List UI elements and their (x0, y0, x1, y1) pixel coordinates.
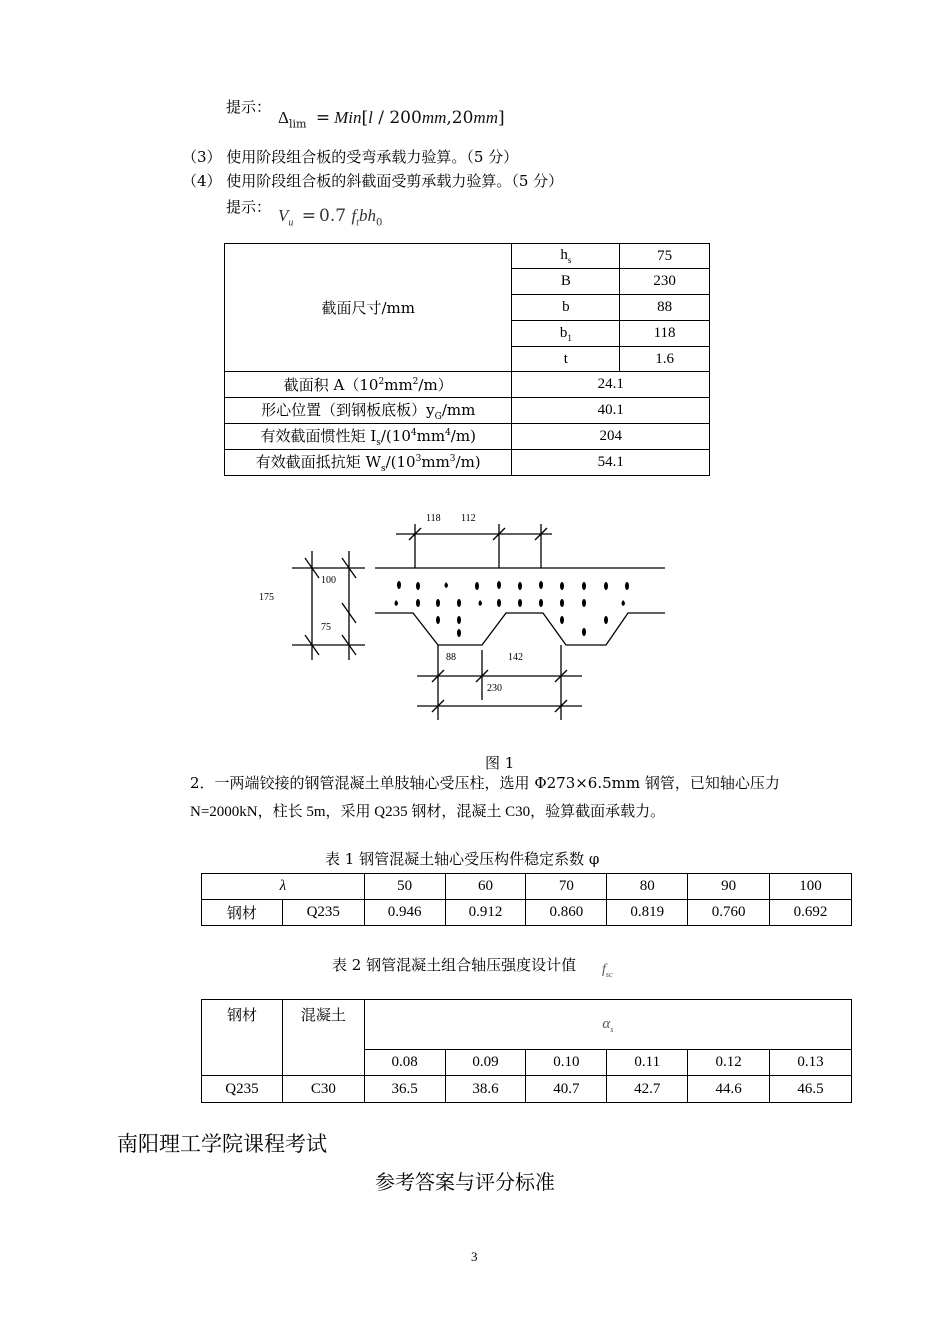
answer-title: 参考答案与评分标准 (375, 1170, 555, 1194)
dim-label-88: 88 (446, 652, 456, 663)
dim-label-118: 118 (426, 513, 441, 524)
dim-value: 230 (620, 269, 710, 295)
dim-label-142: 142 (508, 652, 523, 663)
school-title: 南阳理工学院课程考试 (117, 1132, 327, 1156)
dim-name: $h_s$ (512, 244, 620, 269)
prop-value: 204 (512, 424, 710, 450)
alpha-value: 0.09 (445, 1050, 526, 1076)
dim-value: 75 (620, 244, 710, 269)
section-dim-label: 截面尺寸/mm (225, 244, 512, 372)
dim-value: 88 (620, 295, 710, 321)
alpha-value: 0.11 (607, 1050, 688, 1076)
fsc-value: 38.6 (445, 1076, 526, 1103)
dim-label-100: 100 (321, 575, 336, 586)
lambda-value: 70 (526, 874, 607, 900)
hint-label-1: 提示： (226, 98, 272, 116)
stability-coefficient-table (201, 873, 852, 926)
dim-name: b (512, 295, 620, 321)
table-2-caption-symbol: $f_{sc}$ (602, 962, 613, 979)
dim-value: 118 (620, 321, 710, 347)
table-1-caption: 表 1 钢管混凝土轴心受压构件稳定系数 φ (325, 850, 600, 868)
prop-label: 有效截面惯性矩 $I_s/(10^4mm^4/m)$ (225, 424, 512, 450)
lambda-value: 80 (607, 874, 688, 900)
dim-name: B (512, 269, 620, 295)
fsc-value: 46.5 (770, 1076, 852, 1103)
lambda-value: 50 (364, 874, 445, 900)
dim-label-75: 75 (321, 622, 331, 633)
section-properties-table (224, 243, 710, 476)
problem-2-line-1: 2．一两端铰接的钢管混凝土单肢轴心受压柱，选用 Φ273×6.5mm 钢管，已知轴心压力 (190, 774, 780, 792)
dim-label-230: 230 (487, 683, 502, 694)
problem-2-line-2: N=2000kN，柱长 5m，采用 Q235 钢材，混凝土 C30，验算截面承载力。 (190, 804, 666, 820)
fsc-value: 44.6 (688, 1076, 770, 1103)
dim-name: t (512, 347, 620, 372)
dim-label-112: 112 (461, 513, 476, 524)
lambda-header: λ (202, 874, 365, 900)
prop-label: 有效截面抵抗矩 $W_s/(10^3mm^3/m)$ (225, 450, 512, 476)
formula-deflection-limit: $\Delta_{lim} = Min[l / 200mm,20mm]$ (278, 108, 505, 131)
page-number: 3 (471, 1249, 478, 1264)
figure-caption: 图 1 (485, 754, 515, 772)
formula-shear: $V_u = 0.7$ $f_tbh_0$ (278, 206, 383, 229)
steel-grade: Q235 (202, 1076, 283, 1103)
fsc-value: 36.5 (364, 1076, 445, 1103)
dim-value: 1.6 (620, 347, 710, 372)
fsc-value: 40.7 (526, 1076, 607, 1103)
alpha-value: 0.12 (688, 1050, 770, 1076)
row-label-steel: 钢材 (202, 900, 283, 926)
col-header-steel: 钢材 (202, 1000, 283, 1076)
phi-value: 0.912 (445, 900, 526, 926)
lambda-value: 90 (688, 874, 770, 900)
col-header-concrete: 混凝土 (282, 1000, 364, 1076)
alpha-value: 0.10 (526, 1050, 607, 1076)
phi-value: 0.692 (770, 900, 852, 926)
fsc-value: 42.7 (607, 1076, 688, 1103)
composite-slab-figure (250, 505, 690, 725)
alpha-header: $\alpha_s$ (364, 1000, 851, 1050)
lambda-value: 100 (770, 874, 852, 900)
prop-value: 40.1 (512, 398, 710, 424)
phi-value: 0.819 (607, 900, 688, 926)
prop-label: 截面积 $A(10^2mm^2/m)$ (225, 372, 512, 398)
item-3-text: （3） 使用阶段组合板的受弯承载力验算。（5 分） (182, 148, 519, 166)
lambda-value: 60 (445, 874, 526, 900)
table-2-caption: 表 2 钢管混凝土组合轴压强度设计值 (332, 956, 577, 974)
dim-label-175: 175 (259, 592, 274, 603)
concrete-grade: C30 (282, 1076, 364, 1103)
alpha-value: 0.08 (364, 1050, 445, 1076)
row-label-grade: Q235 (282, 900, 364, 926)
prop-value: 54.1 (512, 450, 710, 476)
hint-label-2: 提示： (226, 198, 272, 216)
phi-value: 0.860 (526, 900, 607, 926)
strength-design-table (201, 999, 852, 1103)
prop-label: 形心位置（到钢板底板）$y_G/mm$ (225, 398, 512, 424)
alpha-value: 0.13 (770, 1050, 852, 1076)
phi-value: 0.946 (364, 900, 445, 926)
dim-name: $b_1$ (512, 321, 620, 347)
phi-value: 0.760 (688, 900, 770, 926)
prop-value: 24.1 (512, 372, 710, 398)
item-4-text: （4） 使用阶段组合板的斜截面受剪承载力验算。（5 分） (182, 172, 564, 190)
